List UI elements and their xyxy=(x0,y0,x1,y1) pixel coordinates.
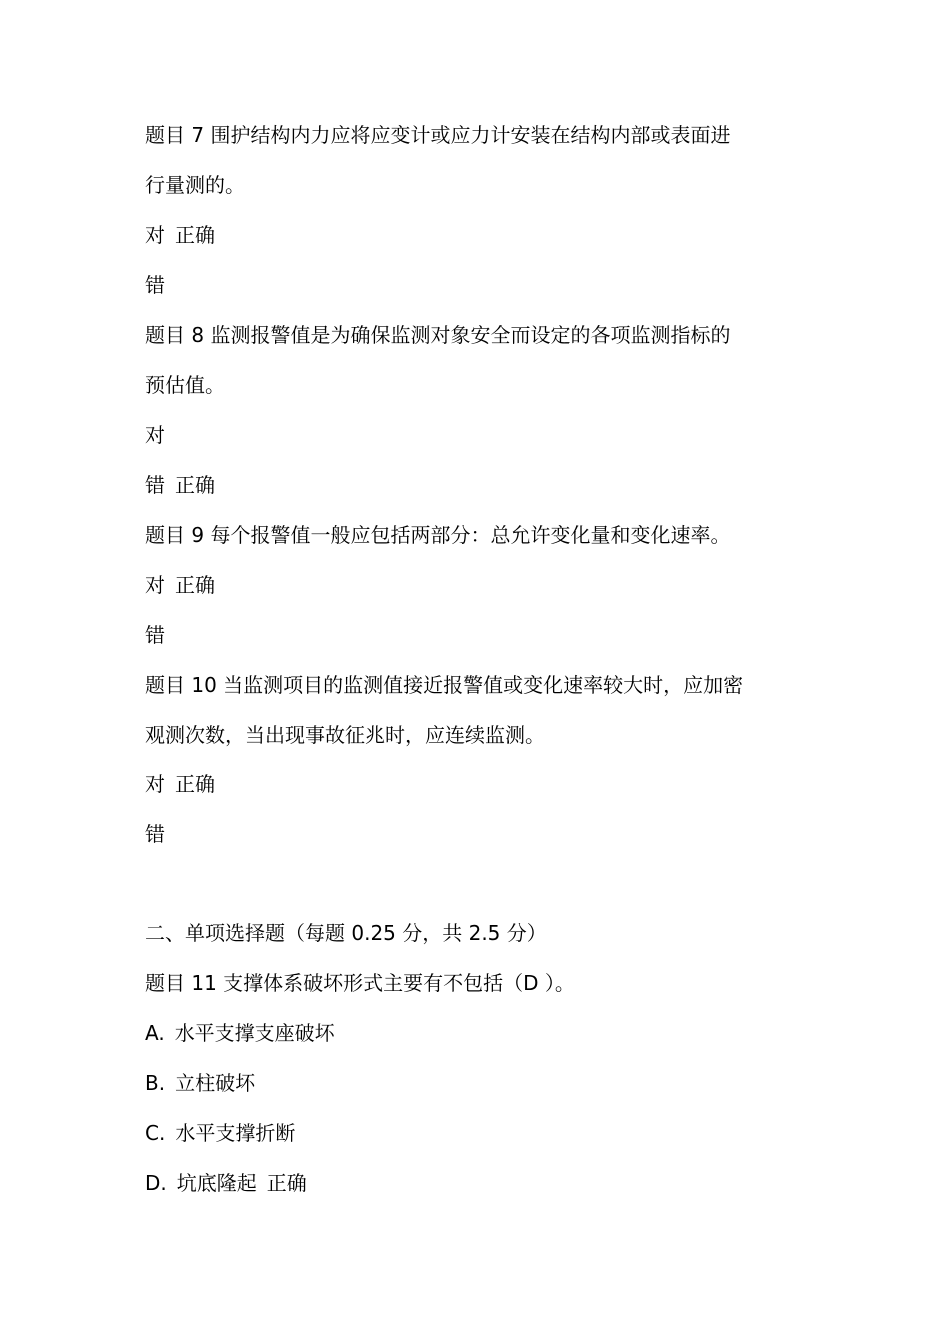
choice-text: 坑底隆起 xyxy=(176,1171,257,1195)
choice-letter: D. xyxy=(145,1171,167,1195)
question-8-option-false xyxy=(145,472,215,498)
question-11-choice-b xyxy=(145,1070,265,1096)
question-7-text-line-2: 行量测的。 xyxy=(145,173,245,197)
question-8-text-line-1: 题目 8 监测报警值是为确保监测对象安全而设定的各项监测指标的 xyxy=(145,323,731,347)
option-label: 错 xyxy=(145,623,165,647)
question-11-choice-d xyxy=(145,1170,307,1196)
question-10-text-line-1: 题目 10 当监测项目的监测值接近报警值或变化速率较大时，应加密 xyxy=(145,673,744,697)
choice-letter: A. xyxy=(145,1021,165,1045)
option-label: 错 xyxy=(145,473,165,497)
correct-mark: 正确 xyxy=(175,573,215,597)
option-label: 错 xyxy=(145,822,165,846)
choice-text: 立柱破坏 xyxy=(175,1071,256,1095)
correct-mark: 正确 xyxy=(266,1171,307,1195)
question-9-option-false xyxy=(145,622,175,648)
question-7-option-false xyxy=(145,272,175,298)
correct-mark: 正确 xyxy=(175,223,215,247)
option-label: 对 xyxy=(145,772,165,796)
option-label: 对 xyxy=(145,573,165,597)
question-10-text-line-2: 观测次数，当出现事故征兆时，应连续监测。 xyxy=(145,723,545,747)
question-10-option-true xyxy=(145,771,215,797)
question-7-text-line-1: 题目 7 围护结构内力应将应变计或应力计安装在结构内部或表面进 xyxy=(145,123,731,147)
choice-text: 水平支撑折断 xyxy=(175,1121,296,1145)
option-label: 对 xyxy=(145,423,165,447)
question-10-option-false xyxy=(145,821,175,847)
correct-mark: 正确 xyxy=(175,772,215,796)
option-label: 错 xyxy=(145,273,165,297)
question-8-text-line-2: 预估值。 xyxy=(145,373,225,397)
question-11-choice-a xyxy=(145,1020,345,1046)
question-11-choice-c xyxy=(145,1120,305,1146)
question-7-option-true xyxy=(145,222,215,248)
question-9-text-line-1: 题目 9 每个报警值一般应包括两部分：总允许变化量和变化速率。 xyxy=(145,523,731,547)
option-label: 对 xyxy=(145,223,165,247)
section-2-heading: 二、单项选择题（每题 0.25 分，共 2.5 分） xyxy=(145,921,547,945)
correct-mark: 正确 xyxy=(175,473,215,497)
choice-text: 水平支撑支座破坏 xyxy=(174,1021,335,1045)
choice-letter: C. xyxy=(145,1121,166,1145)
question-11-text: 题目 11 支撑体系破坏形式主要有不包括（D ）。 xyxy=(145,971,575,995)
question-9-option-true xyxy=(145,572,215,598)
choice-letter: B. xyxy=(145,1071,166,1095)
question-8-option-true xyxy=(145,422,175,448)
